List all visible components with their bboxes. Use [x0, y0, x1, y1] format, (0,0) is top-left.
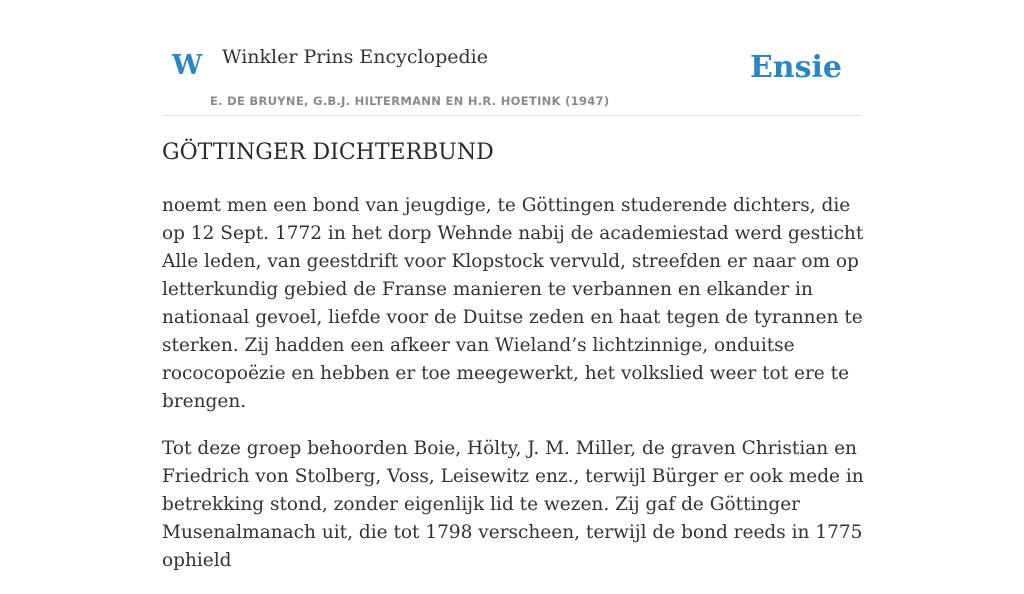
encyclopedia-title[interactable]: Winkler Prins Encyclopedie — [222, 46, 488, 68]
article-paragraph-2: Tot deze groep behoorden Boie, Hölty, J. M. Miller, de graven Christian en Friedrich von Stolberg, Voss, Leisewitz enz., terwijl Bürger er ook mede in betrekking stond, zonder eigenlijk lid te wezen. Zij gaf de Göttinger Musenalmanach uit, die tot 1798 verscheen, terwijl de bond reeds in 1775 ophield — [162, 438, 864, 571]
authors-byline: E. DE BRUYNE, G.B.J. HILTERMANN EN H.R. HOETINK (1947) — [210, 94, 610, 108]
site-header — [162, 40, 862, 116]
ensie-logo[interactable]: Ensie — [749, 50, 842, 85]
winkler-prins-logo-icon[interactable]: W — [172, 50, 203, 81]
article-title: GÖTTINGER DICHTERBUND — [162, 140, 494, 165]
article-body — [162, 192, 866, 594]
article-paragraph-1: noemt men een bond van jeugdige, te Göttingen studerende dichters, die op 12 Sept. 1772 in het dorp Wehnde nabij de academiestad werd gesticht Alle leden, van geestdrift voor Klopstock vervuld, streefden er naar om op letterkundig gebied de Franse manieren te verbannen en elkander in nationaal gevoel, liefde voor de Duitse zeden en haat tegen de tyrannen te sterken. Zij hadden een afkeer van Wieland’s lichtzinnige, onduitse rococopoëzie en hebben er toe meegewerkt, het volkslied weer tot ere te brengen. — [162, 195, 864, 412]
